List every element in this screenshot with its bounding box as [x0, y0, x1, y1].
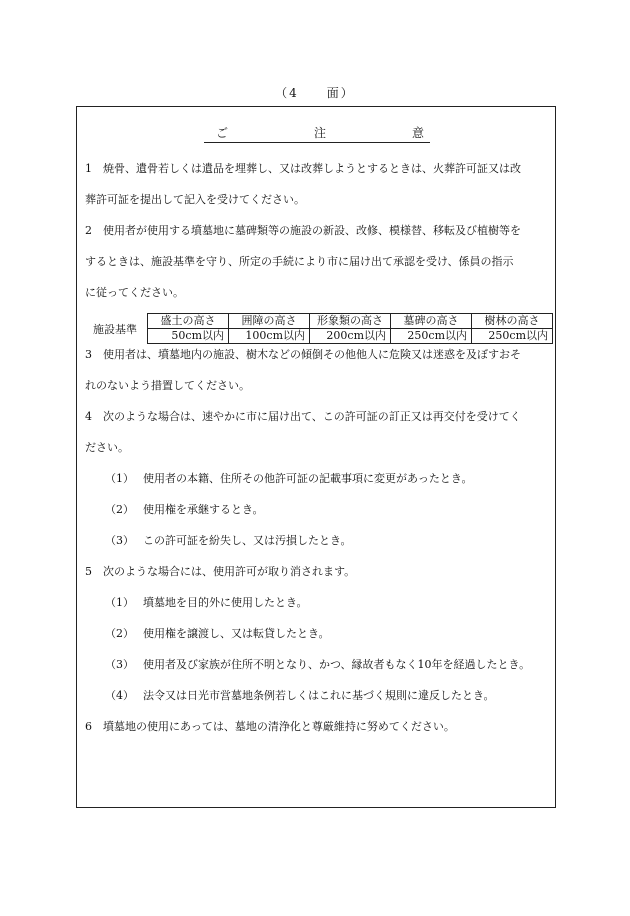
list-item	[85, 680, 551, 711]
list-item-number: （1）	[105, 596, 134, 609]
paragraph-4-line: ださい。	[85, 441, 129, 454]
standards-header-cell: 形象類の高さ	[310, 314, 391, 329]
standards-header-cell: 囲障の高さ	[229, 314, 310, 329]
facility-standards-table	[83, 313, 553, 344]
paragraph-1-line: 葬許可証を提出して記入を受けてください。	[85, 193, 305, 206]
standards-label: 施設基準	[93, 322, 137, 336]
paragraph-3-line: 3 使用者は、墳墓地内の施設、樹木などの傾倒その他他人に危険又は迷惑を及ぼすおそ	[85, 348, 521, 361]
paragraph-5: 5 次のような場合には、使用許可が取り消されます。	[85, 565, 356, 578]
standards-value-cell: 250cm以内	[472, 329, 553, 344]
standards-header-cell: 盛土の高さ	[148, 314, 229, 329]
notice-heading	[204, 125, 430, 143]
standards-value-cell: 100cm以内	[229, 329, 310, 344]
list-item	[85, 618, 551, 649]
paragraph-3-line: れのないよう措置してください。	[85, 379, 250, 392]
list-item	[85, 494, 551, 525]
paragraph-2-line: 2 使用者が使用する墳墓地に墓碑類等の施設の新設、改修、模様替、移転及び植樹等を	[85, 224, 521, 237]
paragraph-1-line: 1 焼骨、遺骨若しくは遺品を埋葬し、又は改葬しようとするときは、火葬許可証又は改	[85, 162, 521, 175]
list-item-number: （2）	[105, 503, 134, 516]
paragraph-2-line: に従ってください。	[85, 286, 184, 299]
paragraph-4-line: 4 次のような場合は、速やかに市に届け出て、この許可証の訂正又は再交付を受けてく	[85, 410, 521, 423]
list-item-text: 使用権を譲渡し、又は転貸したとき。	[143, 627, 330, 640]
standards-header-cell: 墓碑の高さ	[391, 314, 472, 329]
list-item-number: （4）	[105, 689, 134, 702]
list-item-text: 使用権を承継するとき。	[143, 503, 264, 516]
heading-char: 意	[411, 126, 424, 140]
list-item-text: 墳墓地を目的外に使用したとき。	[143, 596, 308, 609]
list-item	[85, 463, 551, 494]
list-item-number: （1）	[105, 472, 134, 485]
paragraph-2-line: するときは、施設基準を守り、所定の手続により市に届け出て承認を受け、係員の指示	[85, 255, 514, 268]
list-item-number: （3）	[105, 658, 134, 671]
standards-header-cell: 樹林の高さ	[472, 314, 553, 329]
standards-value-cell: 200cm以内	[310, 329, 391, 344]
list-item	[85, 525, 551, 556]
page-label: （4 面）	[275, 86, 355, 100]
list-item-text: 使用者の本籍、住所その他許可証の記載事項に変更があったとき。	[143, 472, 473, 485]
list-item-text: 使用者及び家族が住所不明となり、かつ、縁故者もなく10年を経過したとき。	[143, 658, 531, 671]
list-item-number: （3）	[105, 534, 134, 547]
heading-char: ご	[216, 126, 229, 140]
heading-char: 注	[313, 126, 326, 140]
paragraph-6: 6 墳墓地の使用にあっては、墓地の清浄化と尊厳維持に努めてください。	[85, 720, 455, 733]
list-item	[85, 649, 551, 680]
standards-value-cell: 250cm以内	[391, 329, 472, 344]
notice-body	[85, 153, 551, 742]
list-item-text: 法令又は日光市営墓地条例若しくはこれに基づく規則に違反したとき。	[143, 689, 495, 702]
list-item-text: この許可証を紛失し、又は汚損したとき。	[143, 534, 352, 547]
standards-value-cell: 50cm以内	[148, 329, 229, 344]
list-item-number: （2）	[105, 627, 134, 640]
notice-frame	[76, 106, 556, 808]
list-item	[85, 587, 551, 618]
